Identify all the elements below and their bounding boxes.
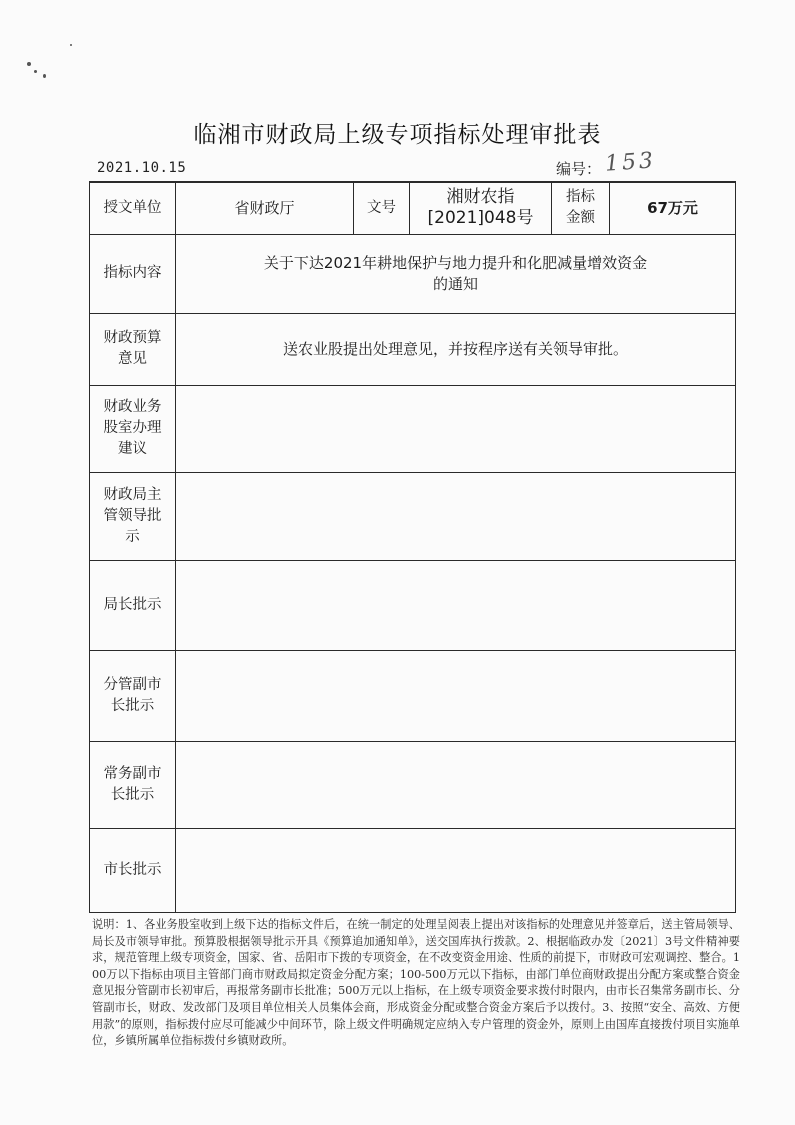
scan-speck — [27, 62, 31, 66]
bureau-leader-label-line2: 管领导批 — [103, 507, 162, 524]
mayor-row — [90, 828, 736, 912]
mayor-label: 市长批示 — [90, 828, 176, 912]
executive-vice-mayor-label-line1: 常务副市 — [103, 765, 162, 782]
scan-speck — [43, 74, 46, 78]
budget-opinion-label-line1: 财政预算 — [103, 330, 162, 346]
bureau-leader-label-line3: 示 — [125, 528, 140, 545]
bureau-leader-value — [176, 472, 736, 560]
department-suggestion-row — [90, 385, 736, 472]
vice-mayor-label-line1: 分管副市 — [103, 676, 162, 693]
serial-number-label: 编号： — [556, 160, 602, 178]
budget-opinion-label — [90, 313, 176, 385]
document-number-line2: [2021]048号 — [427, 208, 534, 229]
content-row — [90, 234, 736, 313]
document-number-label: 文号 — [354, 182, 410, 234]
vice-mayor-row — [90, 650, 736, 741]
mayor-value — [176, 828, 736, 912]
executive-vice-mayor-row — [90, 741, 736, 828]
content-line2: 的通知 — [432, 274, 478, 293]
director-label: 局长批示 — [90, 560, 176, 650]
bureau-leader-label — [90, 472, 176, 560]
amount-label-line1: 指标 — [566, 189, 595, 206]
budget-opinion-value: 送农业股提出处理意见，并按程序送有关领导审批。 — [176, 313, 736, 385]
issuer-value: 省财政厅 — [176, 182, 354, 234]
executive-vice-mayor-label-line2: 长批示 — [110, 786, 155, 803]
budget-opinion-label-line2: 意见 — [118, 351, 147, 367]
scan-speck — [70, 44, 72, 46]
department-suggestion-label — [90, 385, 176, 472]
content-line1: 关于下达2021年耕地保护与地力提升和化肥减量增效资金 — [263, 253, 648, 272]
content-label: 指标内容 — [90, 234, 176, 313]
approval-form-table — [89, 181, 736, 913]
executive-vice-mayor-value — [176, 741, 736, 828]
budget-opinion-row — [90, 313, 736, 385]
page-title: 临湘市财政局上级专项指标处理审批表 — [193, 122, 602, 148]
issuer-label: 授文单位 — [90, 182, 176, 234]
bureau-leader-row — [90, 472, 736, 560]
document-number-value — [410, 182, 552, 234]
bureau-leader-label-line1: 财政局主 — [103, 486, 162, 503]
vice-mayor-label — [90, 650, 176, 741]
amount-label-line2: 金额 — [566, 210, 595, 227]
serial-number-handwritten: 153 — [604, 148, 657, 177]
department-suggestion-label-line3: 建议 — [118, 441, 147, 457]
notes-section: 说明：1、各业务股室收到上级下达的指标文件后，在统一制定的处理呈阅表上提出对该指标的处理意见并签章后，送主管局领导、局长及市领导审批。预算股根据领导批示开具《预算追加通知单》，送交国库执行拨款。2、根据临政办发〔2021〕3号文件精神要求，规范管理上级专项资金，国家、省、岳阳市下拨的专项资金，在不改变资金用途、性质的前提下，市财政可宏观调控、整合。100万以下指标由项目主管部门商市财政局拟定资金分配方案；100-500万元以下指标，由部门单位商财政提出分配方案或整合资金意见报分管副市长初审后，再报常务副市长批准；500万元以上指标，在上级专项资金要求拨付时限内，由市长召集常务副市长、分管副市长，财政、发改部门及项目单位相关人员集体会商，形成资金分配或整合资金方案后予以拨付。3、按照“安全、高效、方便用款”的原则，指标拨付应尽可能减少中间环节，除上级文件明确规定应纳入专户管理的资金外，原则上由国库直接拨付项目实施单位，乡镇所属单位指标拨付乡镇财政所。 — [92, 918, 740, 1048]
director-value — [176, 560, 736, 650]
content-value — [176, 234, 736, 313]
department-suggestion-label-line1: 财政业务 — [103, 399, 162, 415]
document-number-line1: 湘财农指 — [446, 187, 515, 208]
issuer-row — [90, 182, 736, 234]
executive-vice-mayor-label — [90, 741, 176, 828]
scan-speck — [34, 70, 37, 73]
department-suggestion-label-line2: 股室办理 — [103, 420, 162, 436]
vice-mayor-value — [176, 650, 736, 741]
department-suggestion-value — [176, 385, 736, 472]
director-row — [90, 560, 736, 650]
amount-value: 67万元 — [610, 182, 736, 234]
document-date: 2021.10.15 — [97, 160, 187, 176]
vice-mayor-label-line2: 长批示 — [110, 697, 155, 714]
amount-label — [552, 182, 610, 234]
